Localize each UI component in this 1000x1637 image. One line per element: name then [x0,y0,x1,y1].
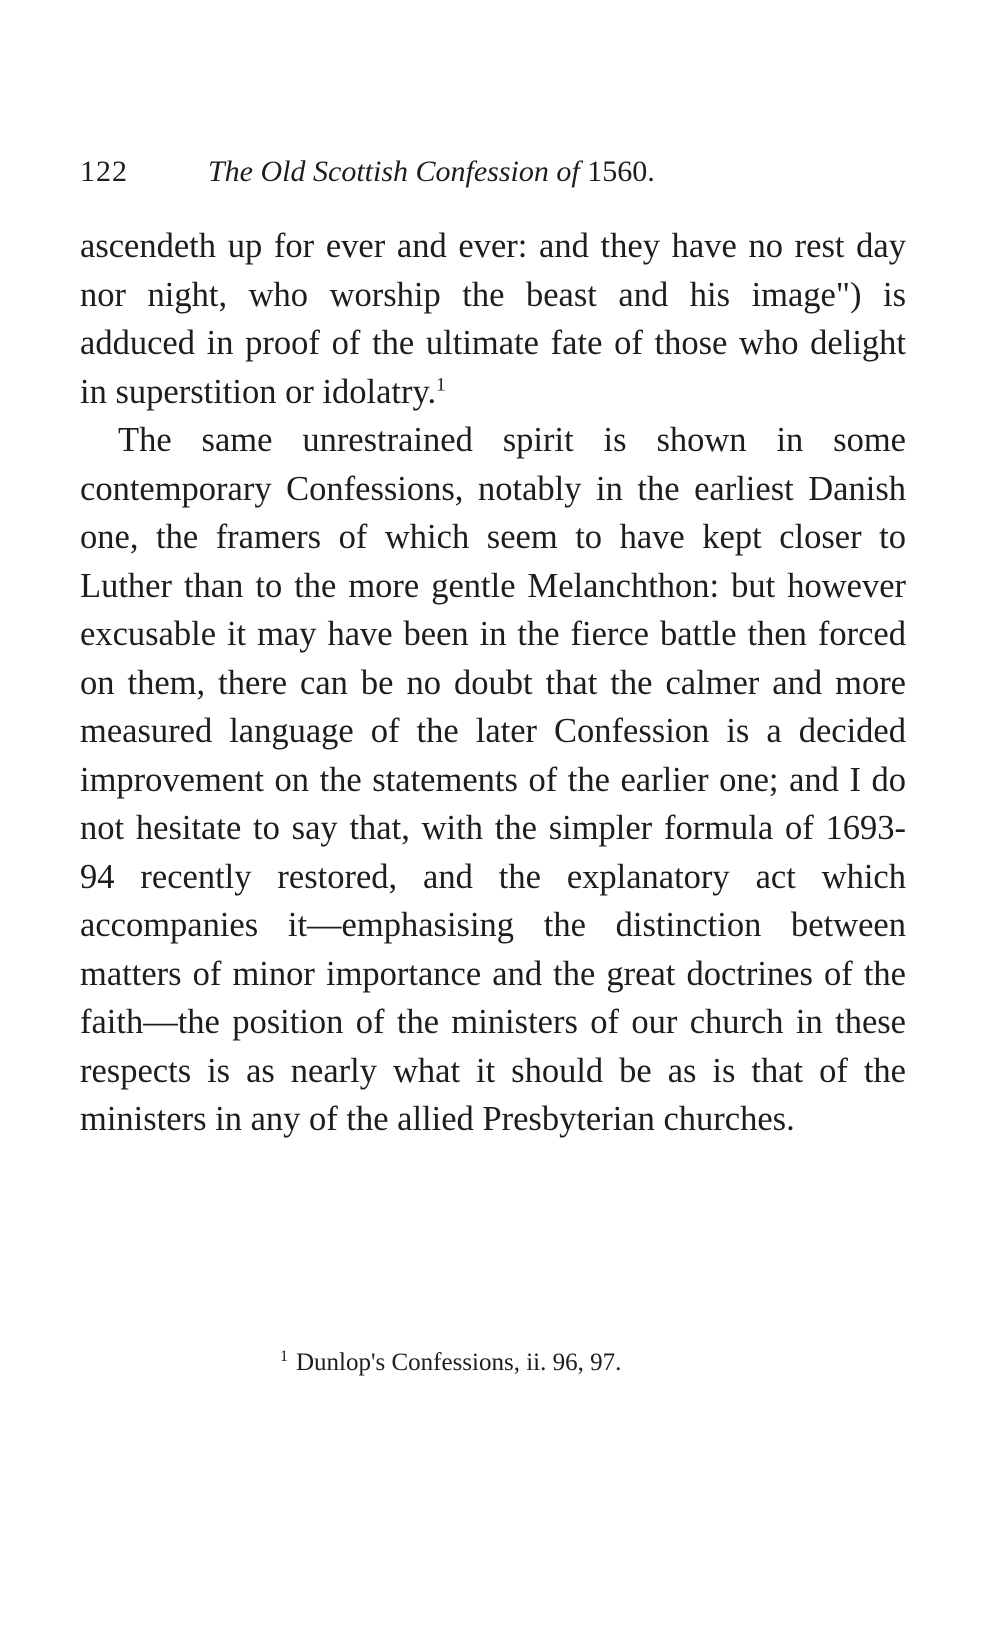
running-title-year: 1560. [587,155,655,188]
running-title-text: The Old Scottish Confession of [208,155,580,188]
footnote-mark: 1 [280,1347,288,1365]
body-text [80,222,906,1144]
footnote-text: Dunlop's Confessions, ii. 96, 97. [296,1349,622,1376]
paragraph-continued-text: ascendeth up for ever and ever: and they have no rest day nor night, who worship the beast and his image") is adduced in proof of the ultimate fate of those who delight in superstition or idolatry. [80,227,906,411]
footnote [280,1346,621,1380]
running-header [80,150,900,194]
paragraph-continued [80,222,906,416]
running-title [208,150,655,194]
page-number: 122 [80,155,128,188]
paragraph-main: The same unrestrained spirit is shown in some contemporary Confessions, notably in the earliest Danish one, the framers of which seem to have kept closer to Luther than to the more gentle Melanchthon: but however excusable it may have been in the fierce battle then forced on them, there can be no doubt that the calmer and more measured language of the later Confession is a decided improvement on the statements of the earlier one; and I do not hesitate to say that, with the simpler formula of 1693-94 recently restored, and the explanatory act which accompanies it—emphasising the distinction between matters of minor importance and the great doctrines of the faith—the position of the ministers of our church in these respects is as nearly what it should be as is that of the ministers in any of the allied Presbyterian churches. [80,421,906,1138]
footnote-reference: 1 [436,374,446,395]
